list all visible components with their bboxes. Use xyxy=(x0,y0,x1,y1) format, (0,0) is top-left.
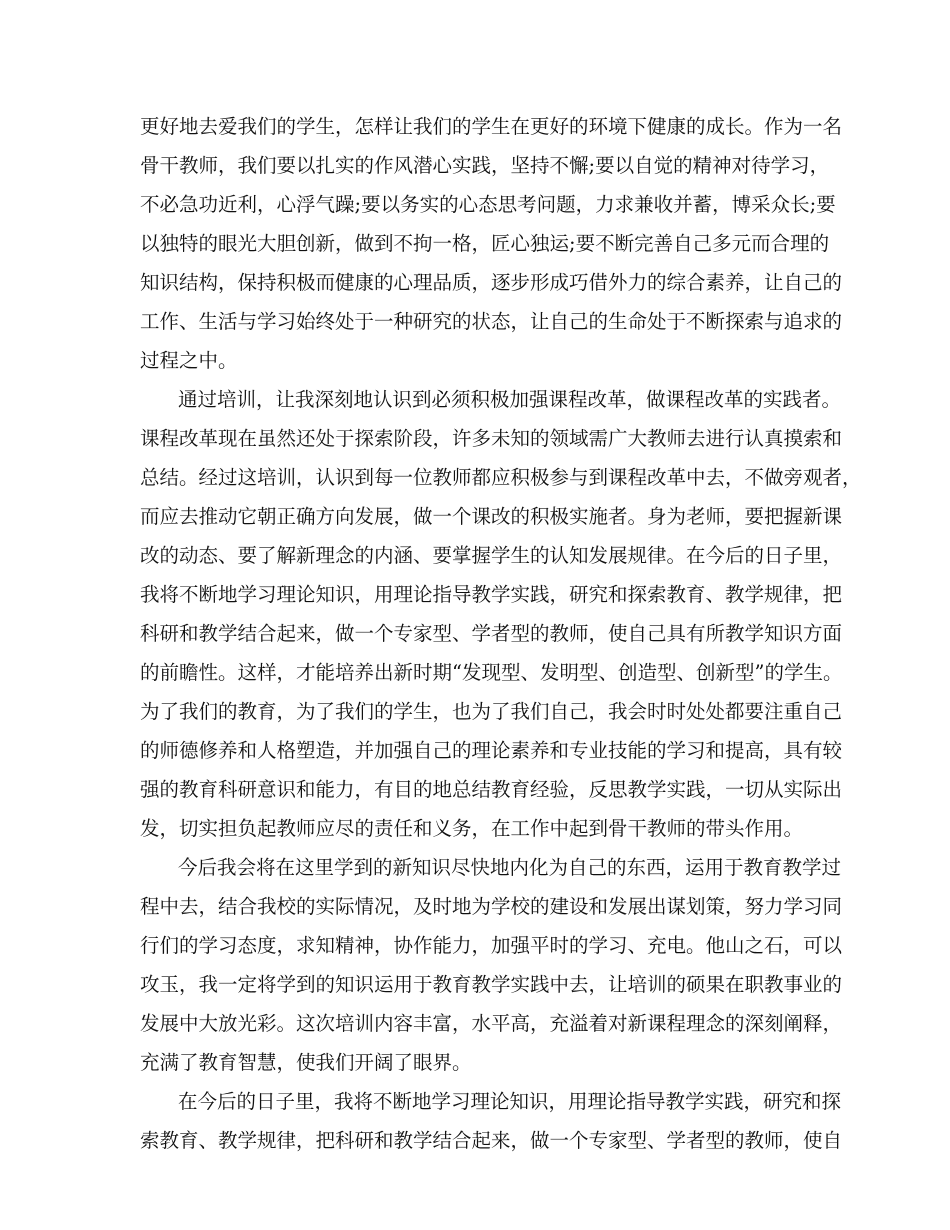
text-line: 总结。经过这培训，认识到每一位教师都应积极参与到课程改革中去，不做旁观者， xyxy=(140,466,862,489)
text-line: 在今后的日子里，我将不断地学习理论知识，用理论指导教学实践，研究和探 xyxy=(178,1090,842,1113)
text-line: 索教育、教学规律，把科研和教学结合起来，做一个专家型、学者型的教师，使自 xyxy=(140,1129,843,1152)
text-line: 强的教育科研意识和能力，有目的地总结教育经验，反思教学实践，一切从实际出 xyxy=(140,778,843,801)
text-line: 而应去推动它朝正确方向发展，做一个课改的积极实施者。身为老师，要把握新课 xyxy=(140,505,843,528)
text-line: 课程改革现在虽然还处于探索阶段，许多未知的领域需广大教师去进行认真摸索和 xyxy=(140,427,843,450)
text-line: 改的动态、要了解新理念的内涵、要掌握学生的认知发展规律。在今后的日子里， xyxy=(140,544,843,567)
text-line: 通过培训，让我深刻地认识到必须积极加强课程改革，做课程改革的实践者。 xyxy=(178,388,842,411)
text-line: 我将不断地学习理论知识，用理论指导教学实践，研究和探索教育、教学规律，把 xyxy=(140,583,843,606)
text-line: 发，切实担负起教师应尽的责任和义务，在工作中起到骨干教师的带头作用。 xyxy=(140,817,804,840)
text-line: 的师德修养和人格塑造，并加强自己的理论素养和专业技能的学习和提高，具有较 xyxy=(140,739,843,762)
text-line: 程中去，结合我校的实际情况，及时地为学校的建设和发展出谋划策，努力学习同 xyxy=(140,895,843,918)
text-line: 为了我们的教育，为了我们的学生，也为了我们自己，我会时时处处都要注重自己 xyxy=(140,700,843,723)
text-line: 行们的学习态度，求知精神，协作能力，加强平时的学习、充电。他山之石，可以 xyxy=(140,934,843,957)
text-line: 攻玉，我一定将学到的知识运用于教育教学实践中去，让培训的硕果在职教事业的 xyxy=(140,973,843,996)
text-line: 工作、生活与学习始终处于一种研究的状态，让自己的生命处于不断探索与追求的 xyxy=(140,310,843,333)
text-line: 知识结构，保持积极而健康的心理品质，逐步形成巧借外力的综合素养，让自己的 xyxy=(140,271,843,294)
text-line: 的前瞻性。这样，才能培养出新时期“发现型、发明型、创造型、创新型”的学生。 xyxy=(140,661,843,684)
text-line: 发展中大放光彩。这次培训内容丰富，水平高，充溢着对新课程理念的深刻阐释， xyxy=(140,1012,843,1035)
text-line: 不必急功近利，心浮气躁;要以务实的心态思考问题，力求兼收并蓄，博采众长;要 xyxy=(140,193,836,216)
text-line: 以独特的眼光大胆创新，做到不拘一格，匠心独运;要不断完善自己多元而合理的 xyxy=(140,232,830,255)
text-line: 今后我会将在这里学到的新知识尽快地内化为自己的东西，运用于教育教学过 xyxy=(178,856,842,879)
text-line: 骨干教师，我们要以扎实的作风潜心实践，坚持不懈;要以自觉的精神对待学习， xyxy=(140,154,830,177)
text-line: 充满了教育智慧，使我们开阔了眼界。 xyxy=(140,1051,472,1074)
text-line: 过程之中。 xyxy=(140,349,238,372)
text-line: 科研和教学结合起来，做一个专家型、学者型的教师，使自己具有所教学知识方面 xyxy=(140,622,843,645)
text-line: 更好地去爱我们的学生，怎样让我们的学生在更好的环境下健康的成长。作为一名 xyxy=(140,115,843,138)
